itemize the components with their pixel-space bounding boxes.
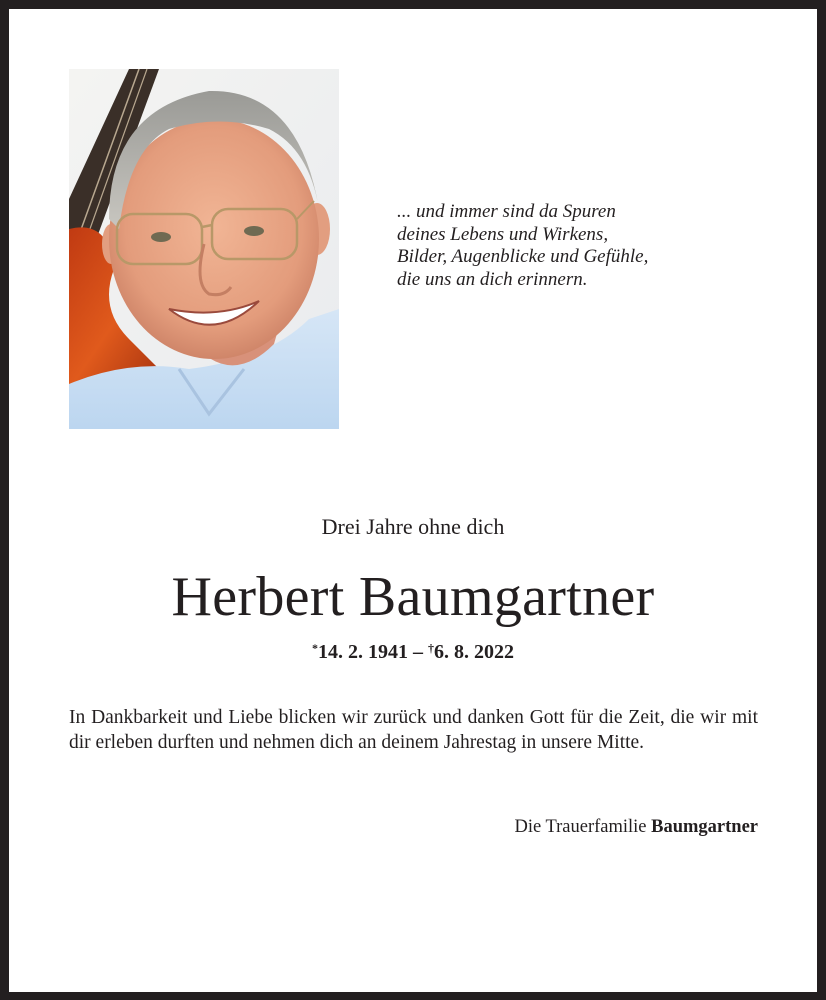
quote-line: die uns an dich erinnern. [397,268,588,290]
quote-line: deines Lebens und Wirkens, [397,223,609,245]
family-name: Baumgartner [651,817,758,837]
portrait-photo [69,69,339,429]
memorial-quote [397,201,717,291]
life-dates [9,641,817,664]
gratitude-text: In Dankbarkeit und Liebe blicken wir zurück und danken Gott für die Zeit, die wir mit dir erleben durften und nehmen dich an deinem Jahrestag in unsere Mitte. [69,707,758,753]
death-date: 6. 8. 2022 [434,641,514,663]
family-signature [514,817,758,838]
date-separator: – [408,641,428,663]
obituary-page [9,9,817,992]
anniversary-subtitle: Drei Jahre ohne dich [321,514,505,539]
birth-star-icon: * [312,641,318,655]
portrait-image-icon [69,69,339,429]
deceased-name: Herbert Baumgartner [171,566,655,628]
quote-line: ... und immer sind da Spuren [397,201,616,222]
birth-date: 14. 2. 1941 [318,641,408,663]
quote-line: Bilder, Augenblicke und Gefühle, [397,246,649,267]
signature-prefix: Die Trauerfamilie [514,817,652,837]
death-cross-icon: † [428,641,434,655]
